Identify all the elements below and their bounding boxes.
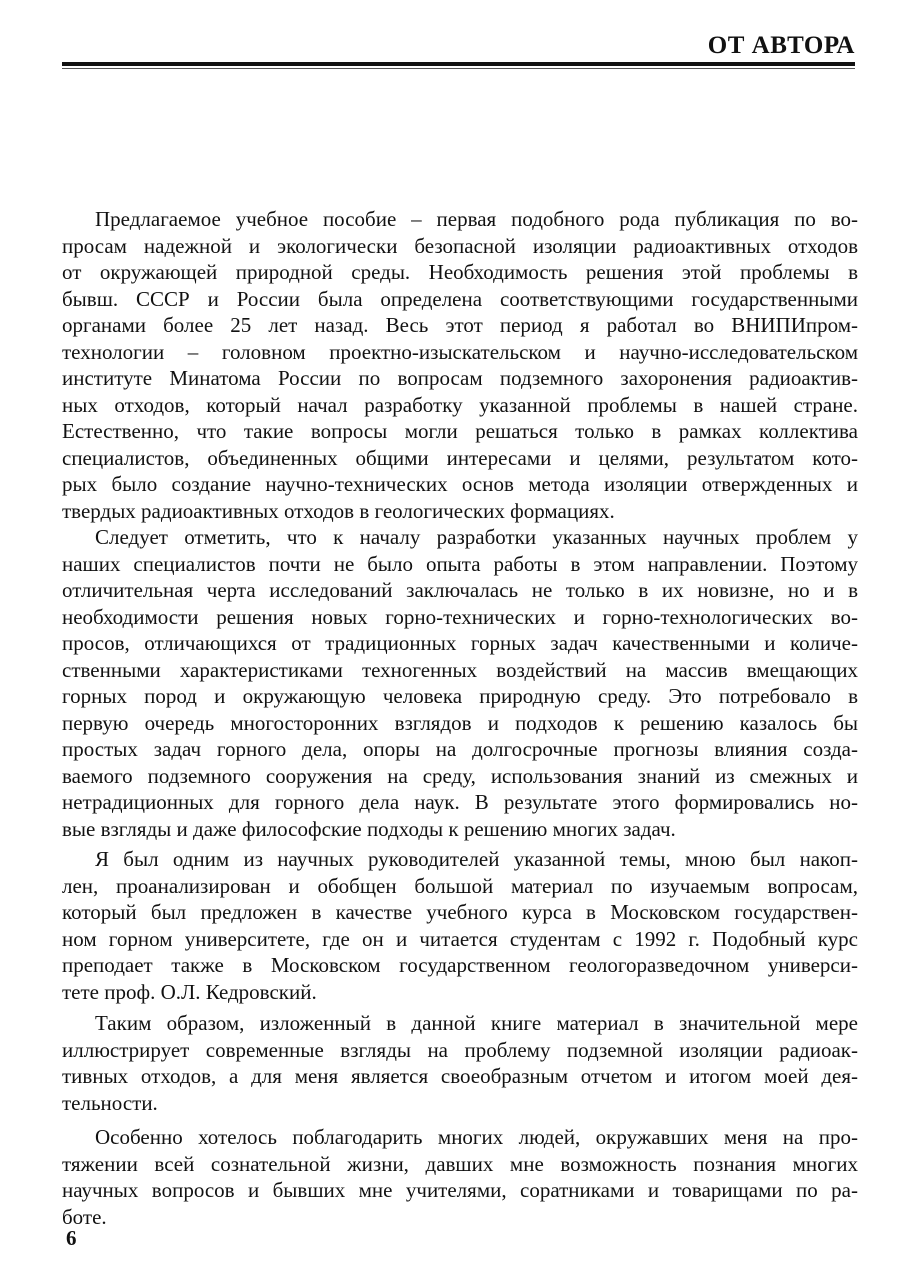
text-line: первую очередь многосторонних взглядов и подходов к решению казалось бы xyxy=(62,710,858,735)
paragraph xyxy=(62,1010,858,1116)
text-line: ваемого подземного сооружения на среду, использования знаний из смежных и xyxy=(62,763,858,788)
text-line: тивных отходов, а для меня является своеобразным отчетом и итогом моей дея- xyxy=(62,1064,858,1088)
text-line: тяжении всей сознательной жизни, давших мне возможность познания многих xyxy=(62,1151,858,1176)
text-line: Естественно, что такие вопросы могли решаться только в рамках коллектива xyxy=(62,419,858,443)
text-line: тельности. xyxy=(62,1090,158,1115)
text-line: тете проф. О.Л. Кедровский. xyxy=(62,979,317,1004)
text-line: ном горном университете, где он и читается студентам с 1992 г. Подобный курс xyxy=(62,926,858,951)
text-line: научных вопросов и бывших мне учителями, соратниками и товарищами по ра- xyxy=(62,1178,858,1202)
text-line: ных отходов, который начал разработку указанной проблемы в нашей стране. xyxy=(62,392,858,417)
paragraph xyxy=(62,524,858,842)
text-line: Особенно хотелось поблагодарить многих людей, окружавших меня на про- xyxy=(95,1125,858,1149)
page-number: 6 xyxy=(66,1226,77,1250)
main-text xyxy=(62,206,858,1230)
text-line: вые взгляды и даже философские подходы к решению многих задач. xyxy=(62,816,676,841)
text-line: необходимости решения новых горно-технических и горно-технологических во- xyxy=(62,604,858,629)
text-line: горных пород и окружающую человека природную среду. Это потребовало в xyxy=(62,684,858,708)
text-line: институте Минатома России по вопросам подземного захоронения радиоактив- xyxy=(62,366,858,390)
paragraph xyxy=(62,1124,858,1230)
text-line: просам надежной и экологически безопасной изоляции радиоактивных отходов xyxy=(62,233,858,258)
header-rule-thin xyxy=(62,68,855,69)
text-line: рых было создание научно-технических основ метода изоляции отвержденных и xyxy=(62,472,858,496)
text-line: Предлагаемое учебное пособие – первая подобного рода публикация по во- xyxy=(95,207,858,231)
paragraph xyxy=(62,846,858,1005)
text-line: иллюстрирует современные взгляды на проблему подземной изоляции радиоак- xyxy=(62,1037,858,1062)
text-line: нетрадиционных для горного дела наук. В результате этого формировались но- xyxy=(62,790,858,814)
text-line: твердых радиоактивных отходов в геологических формациях. xyxy=(62,498,615,523)
text-line: от окружающей природной среды. Необходимость решения этой проблемы в xyxy=(62,260,858,284)
paragraph xyxy=(62,206,858,524)
text-line: бывш. СССР и России была определена соответствующими государственными xyxy=(62,286,858,311)
text-line: простых задач горного дела, опоры на долгосрочные прогнозы влияния созда- xyxy=(62,737,858,761)
text-line: просов, отличающихся от традиционных горных задач качественными и количе- xyxy=(62,631,858,655)
text-line: Следует отметить, что к началу разработки указанных научных проблем у xyxy=(95,525,858,549)
text-line: боте. xyxy=(62,1204,107,1229)
text-line: Таким образом, изложенный в данной книге материал в значительной мере xyxy=(95,1011,858,1035)
text-line: преподает также в Московском государственном геологоразведочном универси- xyxy=(62,953,858,977)
text-line: органами более 25 лет назад. Весь этот период я работал во ВНИПИпром- xyxy=(62,313,858,337)
running-header: ОТ АВТОРА xyxy=(707,32,855,59)
text-line: который был предложен в качестве учебного курса в Московском государствен- xyxy=(62,900,858,924)
text-line: отличительная черта исследований заключалась не только в их новизне, но и в xyxy=(62,578,858,602)
text-line: наших специалистов почти не было опыта работы в этом направлении. Поэтому xyxy=(62,551,858,576)
text-line: лен, проанализирован и обобщен большой материал по изучаемым вопросам, xyxy=(62,873,858,898)
text-line: ственными характеристиками техногенных воздействий на массив вмещающих xyxy=(62,657,858,682)
text-line: специалистов, объединенных общими интересами и целями, результатом кото- xyxy=(62,445,858,470)
header-rule xyxy=(62,62,855,66)
text-line: технологии – головном проектно-изыскательском и научно-исследовательском xyxy=(62,339,858,364)
text-line: Я был одним из научных руководителей указанной темы, мною был накоп- xyxy=(95,847,858,871)
